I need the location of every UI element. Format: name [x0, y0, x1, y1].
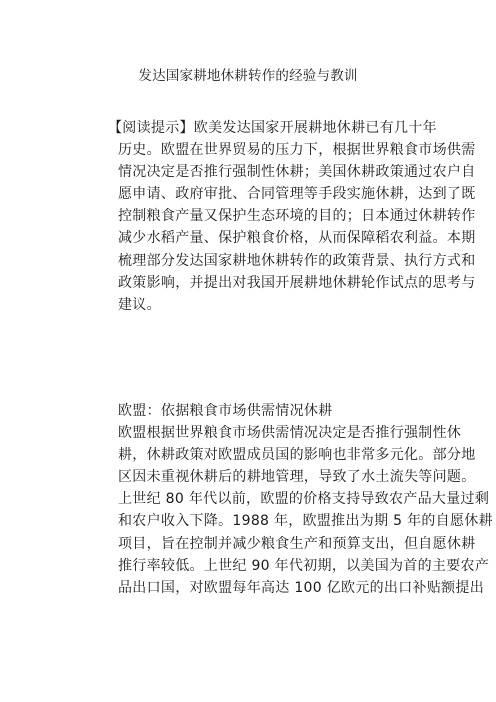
paragraph-line: 建议。 — [118, 296, 161, 313]
paragraph-line: 欧盟根据世界粮食市场供需情况决定是否推行强制性休 — [118, 425, 462, 442]
paragraph-line: 和农户收入下降。1988 年，欧盟推出为期 5 年的自愿休耕 — [118, 513, 493, 530]
paragraph-line: 政策影响，并提出对我国开展耕地休耕轮作试点的思考与 — [118, 274, 476, 291]
paragraph-line: 历史。欧盟在世界贸易的压力下，根据世界粮食市场供需 — [118, 142, 476, 159]
paragraph-line: 品出口国，对欧盟每年高达 100 亿欧元的出口补贴额提出 — [118, 579, 485, 596]
paragraph-line: 耕，休耕政策对欧盟成员国的影响也非常多元化。部分地 — [118, 447, 476, 464]
paragraph-line: 愿申请、政府审批、合同管理等手段实施休耕，达到了既 — [118, 186, 476, 203]
paragraph-line: 项目，旨在控制并减少粮食生产和预算支出，但自愿休耕 — [118, 535, 476, 552]
eu-section — [118, 400, 493, 599]
paragraph-line: 减少水稻产量、保护粮食价格，从而保障稻农利益。本期 — [118, 230, 476, 247]
paragraph-line: 情况决定是否推行强制性休耕；美国休耕政策通过农户自 — [118, 164, 476, 181]
paragraph-line: 梳理部分发达国家耕地休耕转作的政策背景、执行方式和 — [118, 252, 476, 269]
paragraph-line: 上世纪 80 年代以前，欧盟的价格支持导致农产品大量过剩 — [118, 491, 490, 508]
section-heading: 欧盟：依据粮食市场供需情况休耕 — [118, 403, 333, 419]
paragraph-line: 【阅读提示】欧美发达国家开展耕地休耕已有几十年 — [108, 120, 437, 136]
reading-tip-paragraph — [108, 117, 476, 316]
paragraph-line: 区因未重视休耕后的耕地管理，导致了水土流失等问题。 — [118, 469, 476, 486]
paragraph-line: 控制粮食产量又保护生态环境的目的；日本通过休耕转作 — [118, 208, 476, 225]
document-title: 发达国家耕地休耕转作的经验与教训 — [138, 68, 358, 84]
paragraph-line: 推行率较低。上世纪 90 年代初期，以美国为首的主要农产 — [118, 557, 490, 574]
